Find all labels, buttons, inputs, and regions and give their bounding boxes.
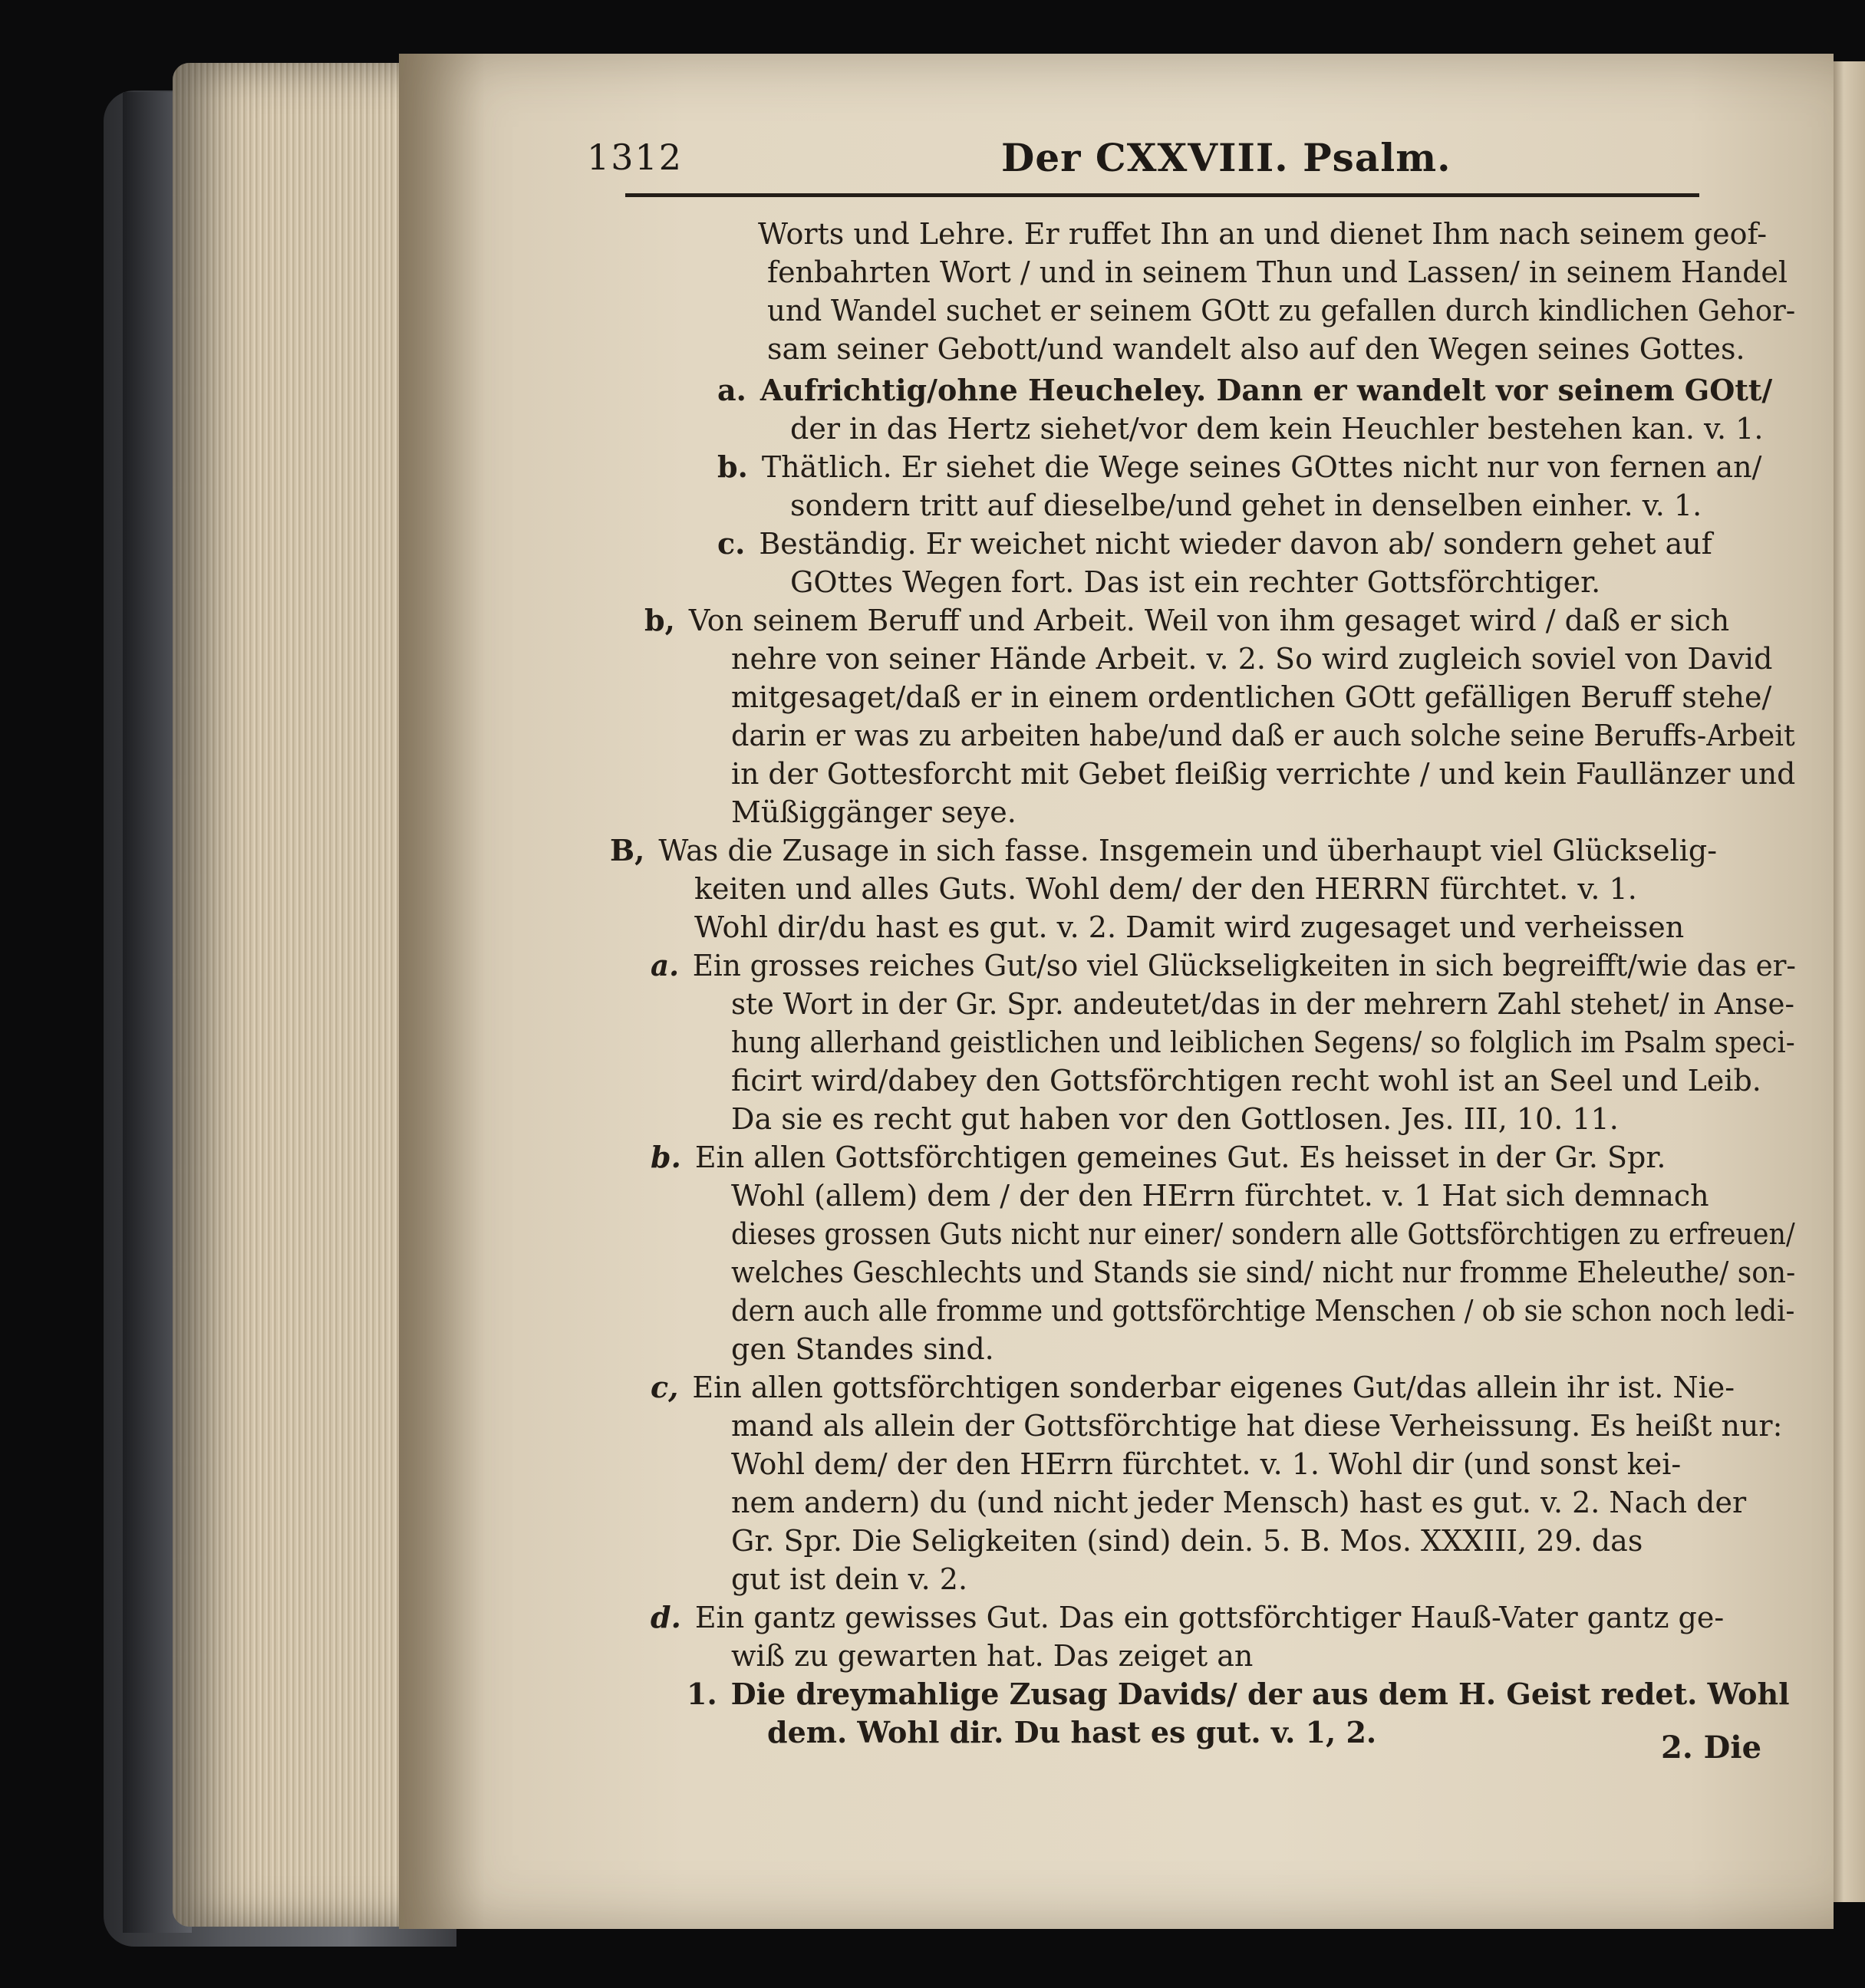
catchword: 2. Die [1661,1730,1762,1766]
text-line: mitgesaget/daß er in einem ordentlichen GOtt gefälligen Beruff stehe/ [731,680,1772,714]
text-line: gut ist dein v. 2. [731,1562,968,1596]
text-line: mand als allein der Gottsförchtige hat diese Verheissung. Es heißt nur: [731,1409,1783,1443]
item-marker: B, [610,833,645,867]
text-line: Müßiggänger seye. [731,795,1017,829]
item-marker: b, [644,603,675,637]
item-marker: a. [651,948,680,982]
text-line: nehre von seiner Hände Arbeit. v. 2. So wird zugleich soviel von David [731,642,1773,676]
text-line: GOttes Wegen fort. Das ist ein rechter Gottsförchtiger. [790,565,1601,599]
text-line: B, Was die Zusage in sich fasse. Insgemein und überhaupt viel Glückselig- [610,833,1718,867]
item-marker: b. [651,1140,681,1174]
text-line: der in das Hertz siehet/vor dem kein Heuchler bestehen kan. v. 1. [790,412,1764,446]
text-line: sam seiner Gebott/und wandelt also auf den Wegen seines Gottes. [767,332,1745,366]
text-line: d. Ein gantz gewisses Gut. Das ein gottsförchtiger Hauß-Vater gantz ge- [651,1600,1725,1634]
text-line: c. Beständig. Er weichet nicht wieder davon ab/ sondern gehet auf [717,526,1712,561]
header-rule [625,193,1699,197]
text-line: b, Von seinem Beruff und Arbeit. Weil von ihm gesaget wird / daß er sich [644,603,1730,637]
text-line: b. Thätlich. Er siehet die Wege seines GOttes nicht nur von fernen an/ [717,449,1762,484]
text-line: fenbahrten Wort / und in seinem Thun und Lassen/ in seinem Handel [767,255,1788,289]
text-line: c, Ein allen gottsförchtigen sonderbar eigenes Gut/das allein ihr ist. Nie- [651,1370,1735,1404]
text-line: wiß zu gewarten hat. Das zeiget an [731,1639,1254,1673]
text-line: sondern tritt auf dieselbe/und gehet in denselben einher. v. 1. [790,489,1702,522]
item-marker: c. [717,526,746,561]
text-line: b. Ein allen Gottsförchtigen gemeines Gut. Es heisset in der Gr. Spr. [651,1140,1666,1174]
text-line: a. Ein grosses reiches Gut/so viel Glückseligkeiten in sich begreifft/wie das er- [651,948,1797,982]
page-number: 1312 [587,137,684,178]
item-marker: d. [651,1600,681,1634]
text-line: und Wandel suchet er seinem GOtt zu gefallen durch kindlichen Gehor- [767,294,1796,327]
text-line: darin er was zu arbeiten habe/und daß er auch solche seine Beruffs-Arbeit [731,719,1795,752]
text-line: Wohl dir/du hast es gut. v. 2. Damit wird zugesaget und verheissen [694,910,1685,944]
text-line: Gr. Spr. Die Seligkeiten (sind) dein. 5. B. Mos. XXXIII, 29. das [731,1524,1643,1558]
text-line: gen Standes sind. [731,1332,994,1366]
facing-page-edge [1830,61,1865,1902]
text-line: a. Aufrichtig/ohne Heucheley. Dann er wandelt vor seinem GOtt/ [717,373,1773,407]
text-line: dern auch alle fromme und gottsförchtige Menschen / ob sie schon noch ledi- [731,1294,1795,1328]
text-line: Wohl (allem) dem / der den HErrn fürchtet. v. 1 Hat sich demnach [731,1179,1709,1213]
text-line: Wohl dem/ der den HErrn fürchtet. v. 1. Wohl dir (und sonst kei- [731,1447,1682,1481]
page-edges [173,63,433,1927]
item-marker: c, [651,1370,679,1404]
text-line: in der Gottesforcht mit Gebet fleißig verrichte / und kein Faullänzer und [731,757,1796,791]
item-marker: a. [717,373,746,407]
text-line: keiten und alles Guts. Wohl dem/ der den HERRN fürchtet. v. 1. [694,872,1637,906]
text-line: dieses grossen Guts nicht nur einer/ sondern alle Gottsförchtigen zu erfreuen/ [731,1217,1795,1251]
text-line: nem andern) du (und nicht jeder Mensch) hast es gut. v. 2. Nach der [731,1486,1747,1519]
text-line: 1. Die dreymahlige Zusag Davids/ der aus dem H. Geist redet. Wohl [687,1677,1790,1711]
text-line: dem. Wohl dir. Du hast es gut. v. 1, 2. [767,1715,1377,1749]
text-line: ste Wort in der Gr. Spr. andeutet/das in der mehrern Zahl stehet/ in Anse- [731,987,1794,1021]
running-title: Der CXXVIII. Psalm. [1001,135,1451,180]
text-line: Da sie es recht gut haben vor den Gottlosen. Jes. III, 10. 11. [731,1102,1619,1136]
text-line: ficirt wird/dabey den Gottsförchtigen recht wohl ist an Seel und Leib. [731,1064,1761,1098]
item-marker: 1. [687,1677,717,1711]
text-line: Worts und Lehre. Er ruffet Ihn an und dienet Ihm nach seinem geof- [758,217,1768,251]
text-line: welches Geschlechts und Stands sie sind/ nicht nur fromme Eheleuthe/ son- [731,1256,1796,1289]
text-line: hung allerhand geistlichen und leiblichen Segens/ so folglich im Psalm speci- [731,1025,1795,1059]
item-marker: b. [717,449,748,484]
